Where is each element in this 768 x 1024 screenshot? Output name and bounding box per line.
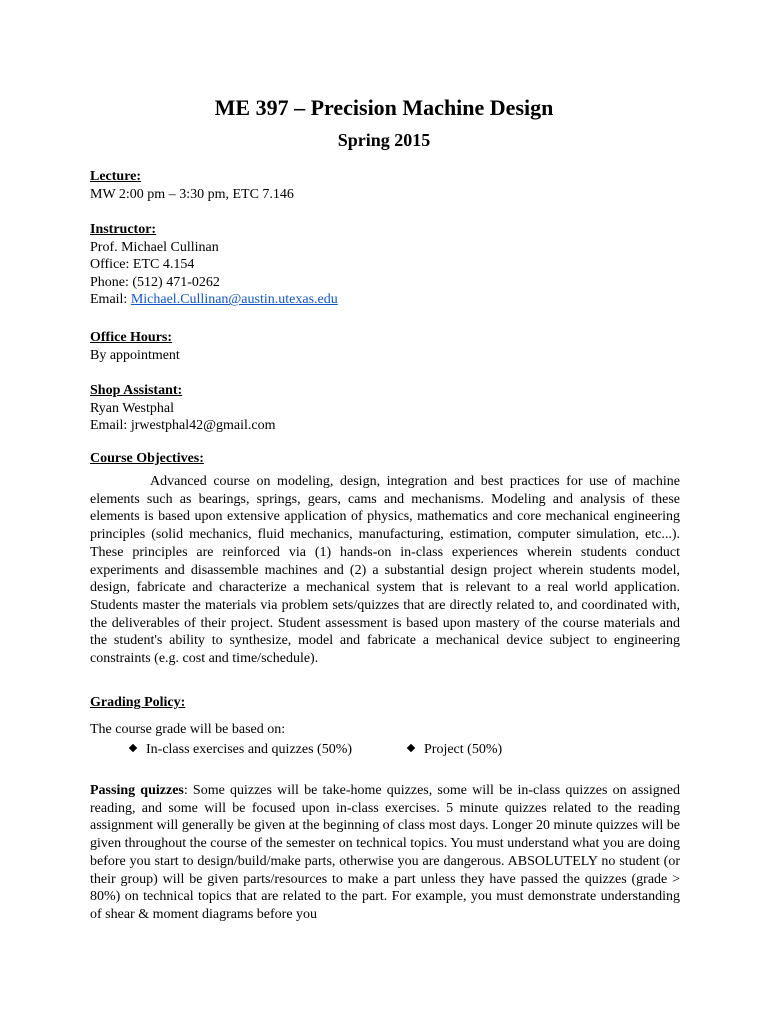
- lecture-heading: Lecture:: [90, 169, 142, 184]
- quizzes-text: : Some quizzes will be take-home quizzes, some will be in-class quizzes on assigned reading, and some will be focused upon in-class exercises. 5 minute quizzes related to the reading assignment will generally be given at the beginning of class most days. Longer 20 minute quizzes will be given throughout the course of the semester on technical topics. You must understand what you are doing before you start to design/build/make parts, otherwise you are dangerous. ABSOLUTELY no student (or their group) will be given parts/resources to make a part unless they have passed the quizzes (grade > 80%) on technical topics that are related to the part. For example, you must demonstrate understanding of shear & moment diagrams before you: [90, 783, 680, 922]
- office-hours-section: [90, 329, 680, 364]
- quizzes-paragraph: [90, 782, 680, 924]
- grading-item-2: Project (50%): [424, 742, 503, 757]
- shop-assistant-email: Email: jrwestphal42@gmail.com: [90, 418, 276, 434]
- instructor-email-label: Email:: [90, 292, 131, 308]
- objectives-heading: Course Objectives:: [90, 451, 204, 466]
- shop-assistant-name: Ryan Westphal: [90, 400, 174, 416]
- shop-assistant-section: [90, 382, 680, 435]
- instructor-email-line: [90, 291, 680, 309]
- list-item: [130, 741, 352, 759]
- quizzes-label: Passing quizzes: [90, 783, 184, 798]
- office-hours-heading: Office Hours:: [90, 330, 173, 345]
- grading-heading-block: [90, 694, 680, 712]
- instructor-section: [90, 221, 680, 309]
- page-title: ME 397 – Precision Machine Design: [214, 95, 554, 120]
- grading-intro-block: [90, 721, 680, 739]
- instructor-heading: Instructor:: [90, 222, 157, 237]
- objectives-text: Advanced course on modeling, design, integration and best practices for use of machine elements such as bearings, springs, gears, cams and mechanisms. Modeling and analysis of these elements is based upon extensive application of physics, mathematics and core mechanical engineering principles (solid mechanics, fluid mechanics, manufacturing, estimation, computer simulation, etc...). These principles are reinforced via (1) hands-on in-class experiences wherein students conduct experiments and disassemble machines and (2) a substantial design project wherein students model, design, fabricate and characterize a mechanical system that is relevant to a real world application. Students master the materials via problem sets/quizzes that are directly related to, and coordinated with, the deliverables of their project. Student assessment is based upon mastery of the course materials and the student's ability to synthesize, model and fabricate a mechanical device subject to engineering constraints (e.g. cost and time/schedule).: [90, 474, 680, 667]
- office-hours-text: By appointment: [90, 347, 180, 363]
- list-item: [408, 741, 502, 759]
- lecture-section: [90, 168, 680, 203]
- diamond-bullet-icon: [407, 744, 415, 752]
- grading-intro: The course grade will be based on:: [90, 722, 286, 737]
- instructor-name: Prof. Michael Cullinan: [90, 239, 219, 255]
- instructor-phone: Phone: (512) 471-0262: [90, 274, 220, 290]
- objectives-paragraph: [90, 473, 680, 668]
- instructor-email-link[interactable]: Michael.Cullinan@austin.utexas.edu: [130, 292, 338, 308]
- grading-heading: Grading Policy:: [90, 695, 186, 710]
- shop-assistant-heading: Shop Assistant:: [90, 383, 183, 398]
- objectives-heading-block: [90, 450, 680, 468]
- instructor-office: Office: ETC 4.154: [90, 257, 195, 273]
- lecture-time: MW 2:00 pm – 3:30 pm, ETC 7.146: [90, 186, 294, 202]
- grading-item-1: In-class exercises and quizzes (50%): [146, 742, 353, 757]
- page-subtitle: Spring 2015: [337, 130, 431, 150]
- diamond-bullet-icon: [129, 744, 137, 752]
